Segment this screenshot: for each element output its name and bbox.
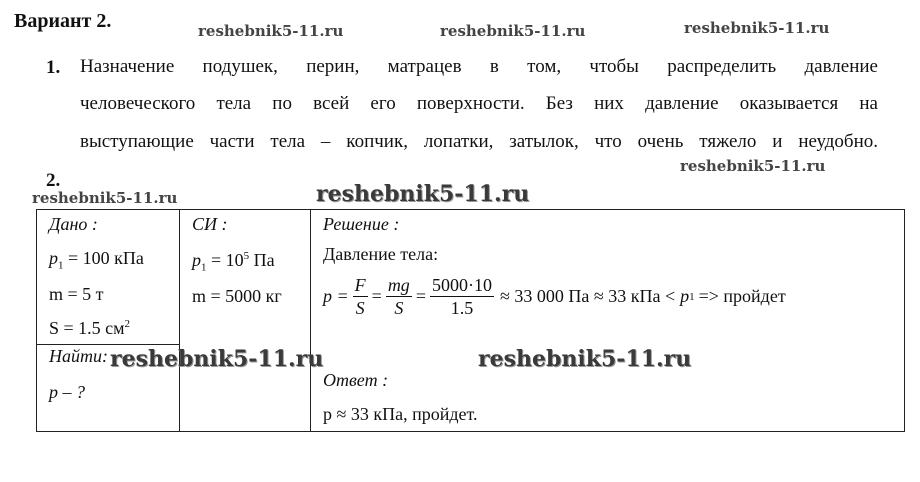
solution-formula: p = $\frac{F}{S}$ = $\frac{mg}{S}$ = $\frac{5000\cdot 10}{1.5}$ ≈ 33 000 Па ≈ 33 кПа < p 1 => пройдет [323, 275, 786, 318]
watermark: reshebnik5-11.ru [680, 157, 826, 175]
fraction-mg-area: $\frac{mg}{S}$ [387, 275, 410, 318]
si-p1: $p_1 = 10^5$ Па [192, 250, 275, 274]
si-header: СИ : [192, 214, 228, 234]
answer-header: Ответ : [323, 370, 389, 390]
task1-line2: человеческого тела по всей его поверхности. Без них давление оказывается на [80, 93, 878, 114]
variant-title: Вариант 2. [14, 10, 112, 32]
watermark: reshebnik5-11.ru [684, 19, 830, 37]
column-divider [310, 210, 311, 431]
task2-number: 2. [46, 170, 61, 191]
solution-header: Решение : [323, 214, 400, 234]
watermark: reshebnik5-11.ru [478, 346, 692, 372]
find-value: p – ? [49, 382, 85, 402]
watermark: reshebnik5-11.ru [316, 181, 530, 207]
watermark: reshebnik5-11.ru [198, 22, 344, 40]
given-header: Дано : [49, 214, 98, 234]
task1-number: 1. [46, 57, 61, 78]
given-area: S = 1.5 $см^2$ [49, 318, 131, 338]
solution-intro: Давление тела: [323, 244, 439, 264]
task1-line1: Назначение подушек, перин, матрацев в том, чтобы распределить давление [80, 56, 878, 77]
task1-line3: выступающие части тела – копчик, лопатки, затылок, что очень тяжело и неудобно. [80, 131, 878, 152]
given-mass: m = 5 т [49, 284, 104, 304]
watermark: reshebnik5-11.ru [110, 346, 324, 372]
fraction-force-area: $\frac{F}{S}$ [354, 275, 366, 318]
row-divider [37, 344, 179, 345]
watermark: reshebnik5-11.ru [440, 22, 586, 40]
fraction-numeric: $\frac{5000\cdot 10}{1.5}$ [431, 275, 492, 318]
si-mass: m = 5000 кг [192, 286, 282, 306]
watermark: reshebnik5-11.ru [32, 189, 178, 207]
find-header: Найти: [49, 346, 108, 366]
column-divider [179, 210, 180, 431]
solution-table [36, 209, 905, 432]
given-p1: $p_1 = 100$ кПа [49, 248, 144, 272]
answer-text: p ≈ 33 кПа, пройдет. [323, 404, 478, 424]
